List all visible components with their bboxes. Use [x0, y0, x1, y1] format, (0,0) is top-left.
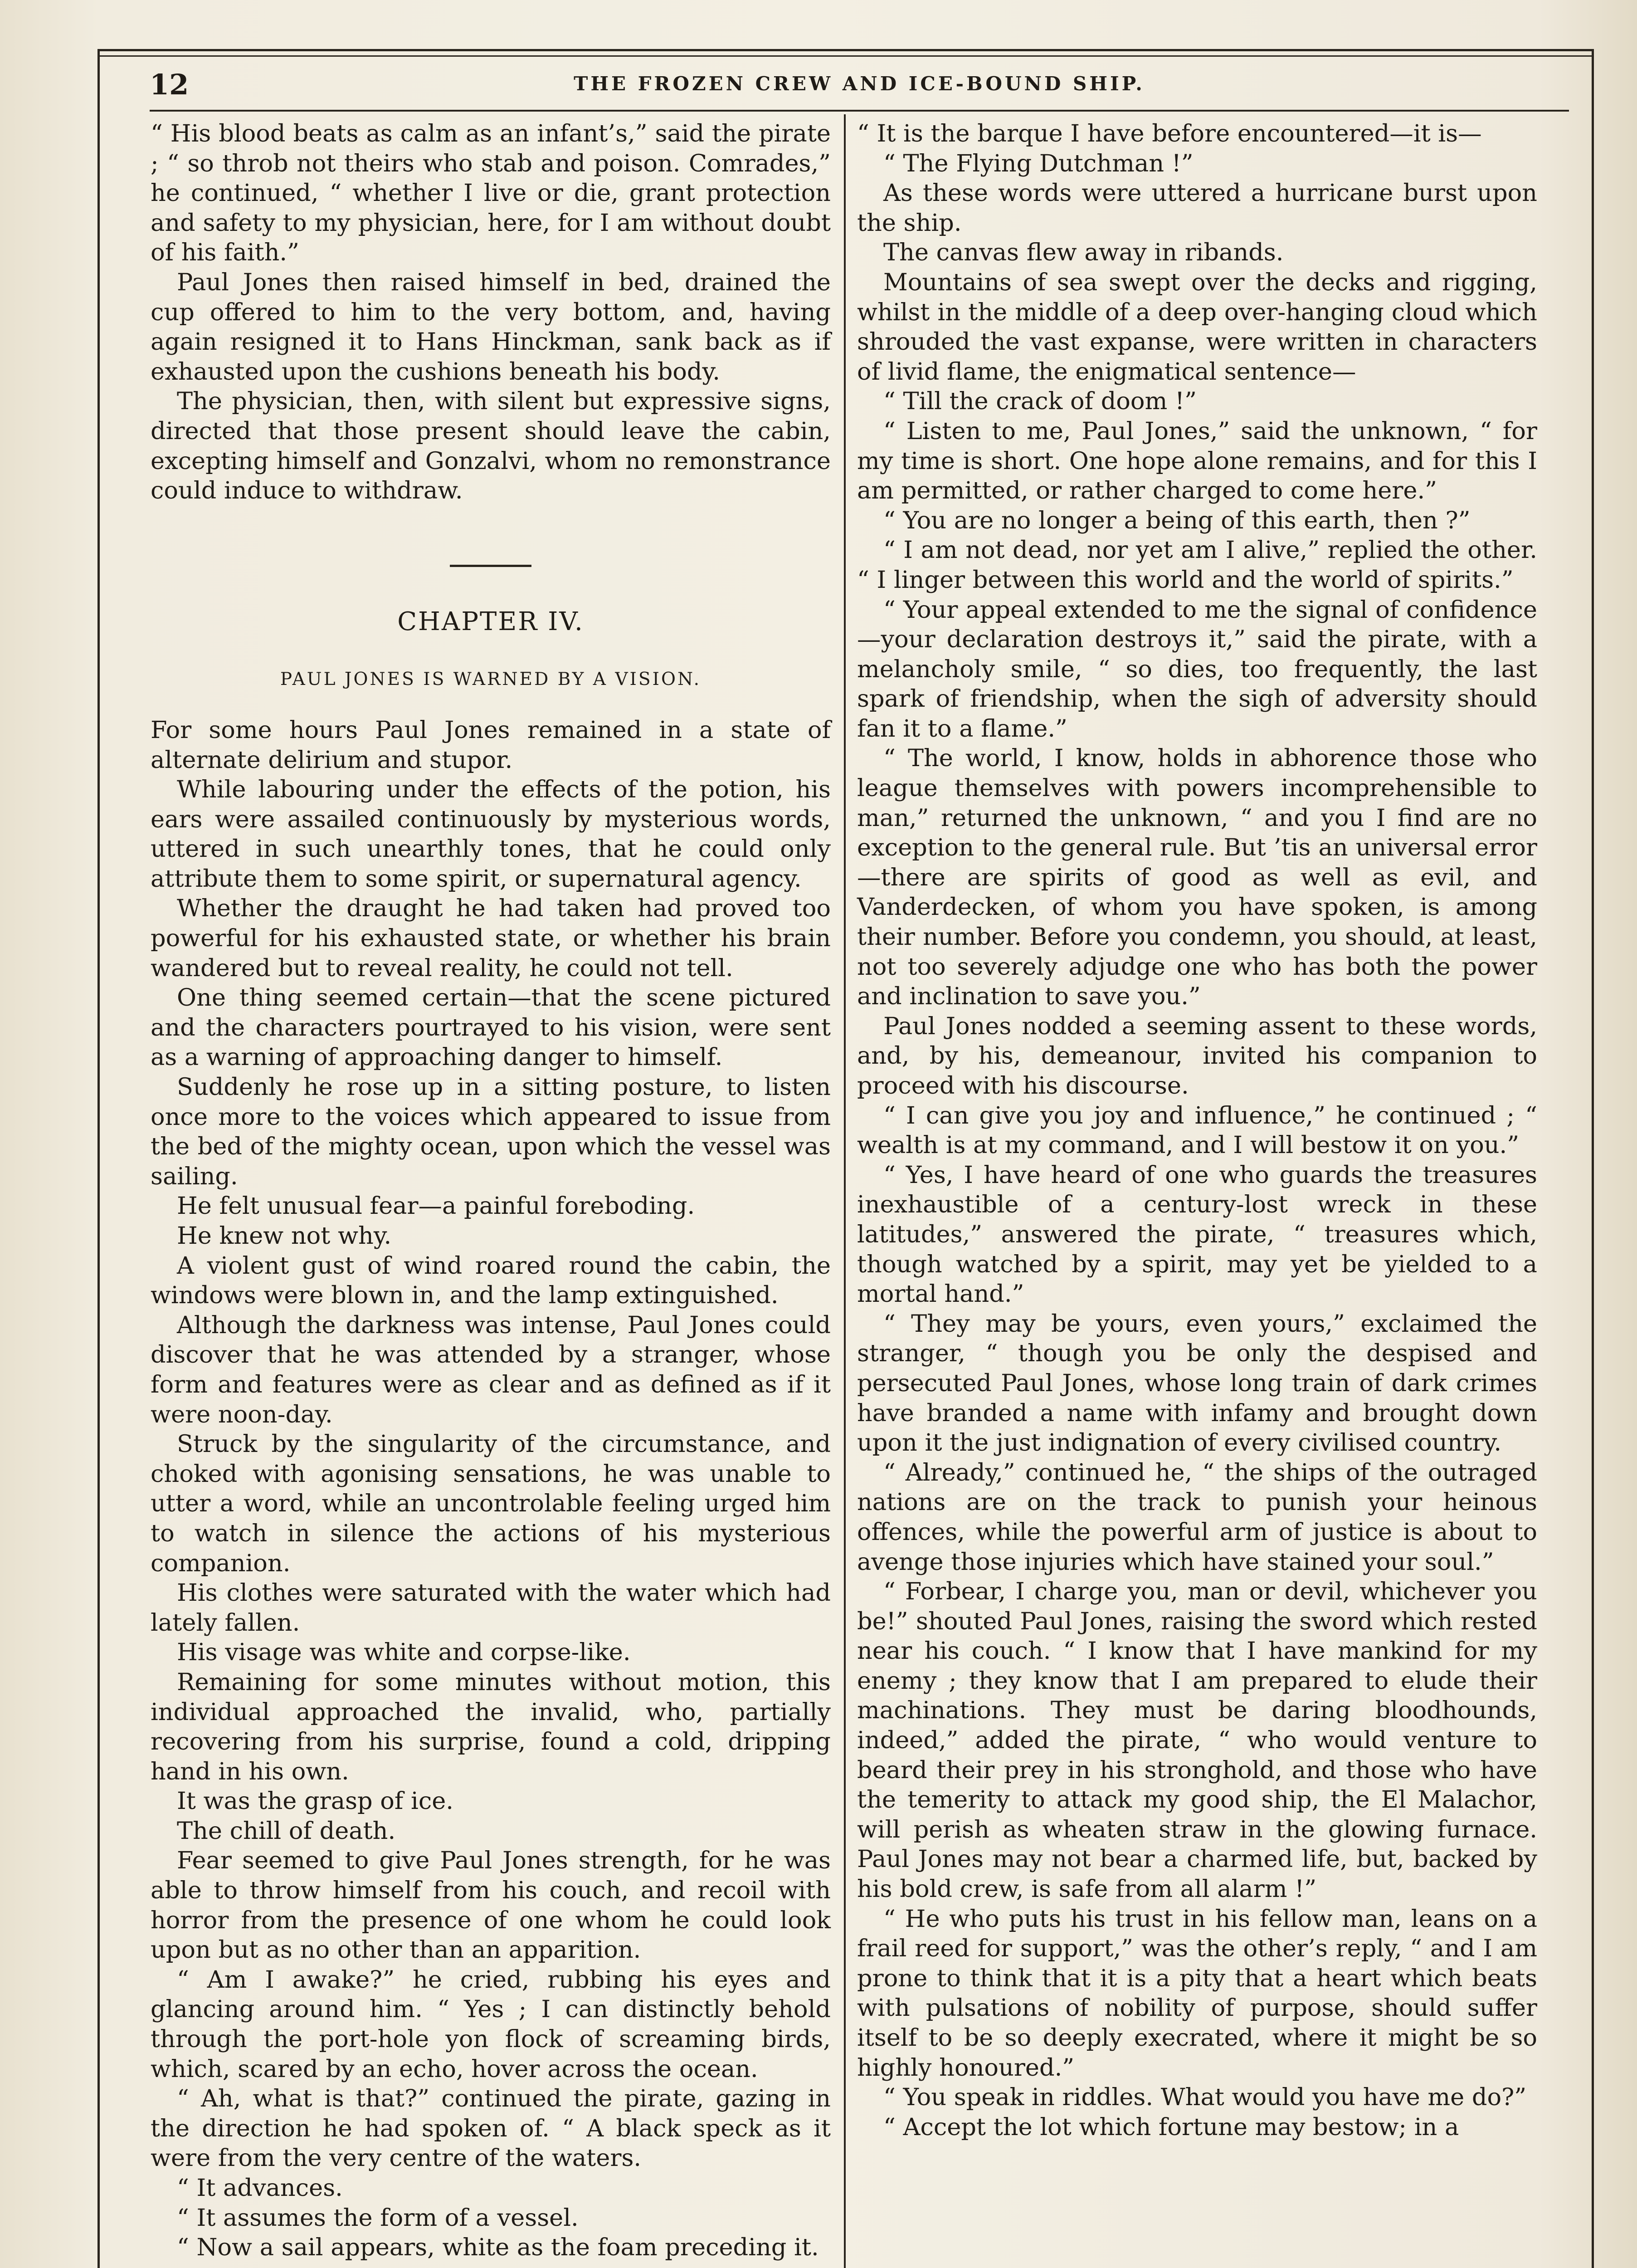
paragraph: Although the darkness was intense, Paul Jones could discover that he was attended by a stranger, whose form and features were as clear and as defined as if it were noon-day.: [151, 1311, 831, 1428]
page-header: [150, 68, 1569, 104]
paragraph: The canvas flew away in ribands.: [883, 239, 1284, 267]
paragraph: Struck by the singularity of the circumstance, and choked with agonising sensations, he was unable to utter a word, while an uncontrolable feeling urged him to watch in silence the actions of his mysterious companion.: [151, 1430, 831, 1577]
paragraph: “ Accept the lot which fortune may bestow; in a: [883, 2113, 1459, 2141]
left-column: [151, 119, 831, 2263]
paragraph: “ His blood beats as calm as an infant’s,” said the pirate ; “ so throb not theirs who stab and poison. Comrades,” he continued, “ whether I live or die, grant protection and safety to my physician, here, for I am without doubt of his faith.”: [151, 120, 831, 267]
paragraph: Paul Jones then raised himself in bed, drained the cup offered to him to the very bottom, and, having again resigned it to Hans Hinckman, sank back as if exhausted upon the cushions beneath his body.: [151, 268, 831, 386]
paragraph: For some hours Paul Jones remained in a state of alternate delirium and stupor.: [151, 716, 831, 774]
paragraph: Paul Jones nodded a seeming assent to these words, and, by his, demeanour, invited his companion to proceed with his discourse.: [857, 1012, 1537, 1100]
paragraph: “ Already,” continued he, “ the ships of the outraged nations are on the track to punish your heinous offences, while the powerful arm of justice is about to avenge those injuries which have stained your soul.”: [857, 1458, 1537, 1576]
paragraph: “ You are no longer a being of this earth, then ?”: [883, 506, 1471, 534]
chapter-title: CHAPTER IV.: [397, 606, 584, 636]
paragraph: A violent gust of wind roared round the cabin, the windows were blown in, and the lamp extinguished.: [151, 1251, 831, 1310]
paragraph: “ It advances.: [177, 2174, 343, 2202]
paragraph: “ You speak in riddles. What would you have me do?”: [883, 2083, 1527, 2112]
paragraph: While labouring under the effects of the potion, his ears were assailed continuously by mysterious words, uttered in such unearthly tones, that he could only attribute them to some spirit, or supernatural agency.: [151, 776, 831, 893]
paragraph: “ Your appeal extended to me the signal of confidence—your declaration destroys it,” said the pirate, with a melancholy smile, “ so dies, too frequently, the last spark of friendship, when the sigh of adversity should fan it to a flame.”: [857, 596, 1537, 743]
paragraph: “ Yes, I have heard of one who guards the treasures inexhaustible of a century-lost wreck in these latitudes,” answered the pirate, “ treasures which, though watched by a spirit, may yet be yielded to a mortal hand.”: [857, 1161, 1537, 1308]
right-column: [857, 119, 1537, 2142]
frame-rule-top: [97, 49, 1594, 51]
frame-rule-right: [1592, 49, 1594, 2268]
paragraph: “ Listen to me, Paul Jones,” said the unknown, “ for my time is short. One hope alone remains, and for this I am permitted, or rather charged to come here.”: [857, 417, 1537, 505]
paragraph: “ Now a sail appears, white as the foam preceding it.: [177, 2234, 819, 2262]
paragraph: Whether the draught he had taken had proved too powerful for his exhausted state, or whether his brain wandered but to reveal reality, he could not tell.: [151, 894, 831, 982]
paragraph: “ It assumes the form of a vessel.: [177, 2204, 579, 2232]
paragraph: As these words were uttered a hurricane burst upon the ship.: [857, 179, 1537, 237]
paragraph: The chill of death.: [177, 1817, 396, 1845]
paragraph: “ Till the crack of doom !”: [883, 387, 1197, 415]
chapter-rule: [450, 565, 531, 567]
paragraph: He felt unusual fear—a painful foreboding.: [177, 1192, 695, 1220]
paragraph: “ They may be yours, even yours,” exclaimed the stranger, “ though you be only the despised and persecuted Paul Jones, whose long train of dark crimes have branded a name with infamy and brought down upon it the just indignation of every civilised country.: [857, 1310, 1537, 1457]
paragraph: Fear seemed to give Paul Jones strength, for he was able to throw himself from his couch, and recoil with horror from the presence of one whom he could look upon but as no other than an apparition.: [151, 1847, 831, 1964]
paragraph: Remaining for some minutes without motion, this individual approached the invalid, who, partially recovering from his surprise, found a cold, dripping hand in his own.: [151, 1668, 831, 1785]
paragraph: “ He who puts his trust in his fellow man, leans on a frail reed for support,” was the other’s reply, “ and I am prone to think that it is a pity that a heart which beats with pulsations of nobility of purpose, should suffer itself to be so deeply execrated, where it might be so highly honoured.”: [857, 1905, 1537, 2082]
paragraph: The physician, then, with silent but expressive signs, directed that those present should leave the cabin, excepting himself and Gonzalvi, whom no remonstrance could induce to withdraw.: [151, 387, 831, 505]
running-head: THE FROZEN CREW AND ICE-BOUND SHIP.: [574, 73, 1145, 95]
paragraph: “ Forbear, I charge you, man or devil, whichever you be!” shouted Paul Jones, raising the sword which rested near his couch. “ I know that I have mankind for my enemy ; they know that I am prepared to elude their machinations. They must be daring bloodhounds, indeed,” added the pirate, “ who would venture to beard their prey in his stronghold, and those who have the temerity to attack my good ship, the El Malachor, will perish as wheaten straw in the glowing furnace. Paul Jones may not bear a charmed life, but, backed by his bold crew, is safe from all alarm !”: [857, 1578, 1537, 1903]
paragraph: “ I can give you joy and influence,” he continued ; “ wealth is at my command, and I will bestow it on you.”: [857, 1101, 1537, 1159]
column-divider: [844, 114, 846, 2268]
paragraph: “ Am I awake?” he cried, rubbing his eyes and glancing around him. “ Yes ; I can distinctly behold through the port-hole yon flock of screaming birds, which, scared by an echo, hover across the ocean.: [151, 1965, 831, 2083]
paragraph: His clothes were saturated with the water which had lately fallen.: [151, 1579, 831, 1637]
header-rule: [150, 110, 1569, 112]
paragraph: He knew not why.: [177, 1222, 392, 1250]
paragraph: “ The world, I know, holds in abhorence those who league themselves with powers incomprehensible to man,” returned the unknown, “ and you I find are no exception to the general rule. But ’tis an universal error—there are spirits of good as well as evil, and Vanderdecken, of whom you have spoken, is among their number. Before you condemn, you should, at least, not too severely adjudge one who has both the power and inclination to save you.”: [857, 744, 1537, 1011]
paragraph: It was the grasp of ice.: [177, 1787, 453, 1815]
page-number: 12: [150, 68, 189, 101]
paragraph: Suddenly he rose up in a sitting posture, to listen once more to the voices which appeared to issue from the bed of the mighty ocean, upon which the vessel was sailing.: [151, 1073, 831, 1190]
paragraph: One thing seemed certain—that the scene pictured and the characters pourtrayed to his vision, were sent as a warning of approaching danger to himself.: [151, 984, 831, 1071]
paragraph: “ I am not dead, nor yet am I alive,” replied the other. “ I linger between this world and the world of spirits.”: [857, 536, 1537, 594]
paragraph: “ Ah, what is that?” continued the pirate, gazing in the direction he had spoken of. “ A black speck as it were from the very centre of the waters.: [151, 2085, 831, 2172]
paragraph: “ It is the barque I have before encountered—it is—: [857, 120, 1482, 147]
frame-rule-left: [97, 49, 100, 2268]
frame-rule-top-inner: [97, 55, 1594, 57]
paragraph: “ The Flying Dutchman !”: [883, 149, 1194, 177]
chapter-subtitle: PAUL JONES IS WARNED BY A VISION.: [280, 669, 702, 690]
paragraph: Mountains of sea swept over the decks and rigging, whilst in the middle of a deep over-hanging cloud which shrouded the vast expanse, were written in characters of livid flame, the enigmatical sentence—: [857, 268, 1537, 386]
paragraph: His visage was white and corpse-like.: [177, 1638, 631, 1667]
